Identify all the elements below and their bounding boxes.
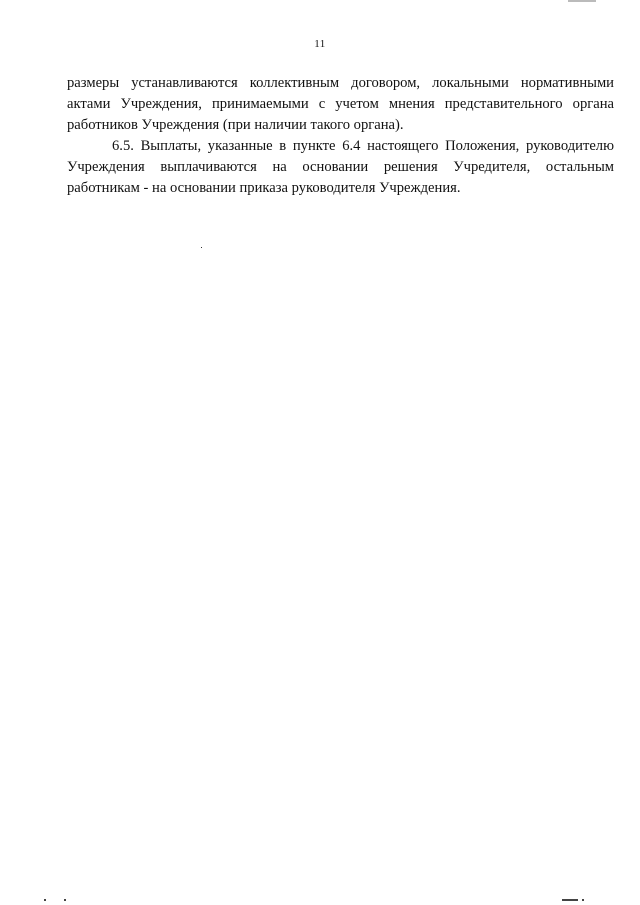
scan-artifact-bottom-right bbox=[562, 899, 578, 901]
scan-artifact-bottom-right bbox=[582, 899, 584, 901]
paragraph-continuation bbox=[67, 73, 614, 136]
scan-artifact-bottom-left bbox=[64, 899, 66, 901]
text-line: работников Учреждения (при наличии такого органа). bbox=[67, 117, 404, 133]
text-line: 6.5. Выплаты, указанные в пункте 6.4 настоящего Положения, руководителю bbox=[112, 138, 614, 154]
text-line: Учреждения выплачиваются на основании решения Учредителя, остальным bbox=[67, 159, 614, 175]
text-line: работникам - на основании приказа руководителя Учреждения. bbox=[67, 180, 461, 196]
document-body bbox=[67, 73, 614, 199]
text-line: размеры устанавливаются коллективным договором, локальными нормативными bbox=[67, 75, 614, 91]
scan-speck bbox=[201, 247, 202, 248]
paragraph-6-5 bbox=[67, 136, 614, 199]
scan-artifact-top bbox=[568, 0, 596, 2]
text-line: актами Учреждения, принимаемыми с учетом мнения представительного органа bbox=[67, 96, 614, 112]
page-number: 11 bbox=[314, 38, 326, 50]
scan-artifact-bottom-left bbox=[44, 899, 46, 901]
